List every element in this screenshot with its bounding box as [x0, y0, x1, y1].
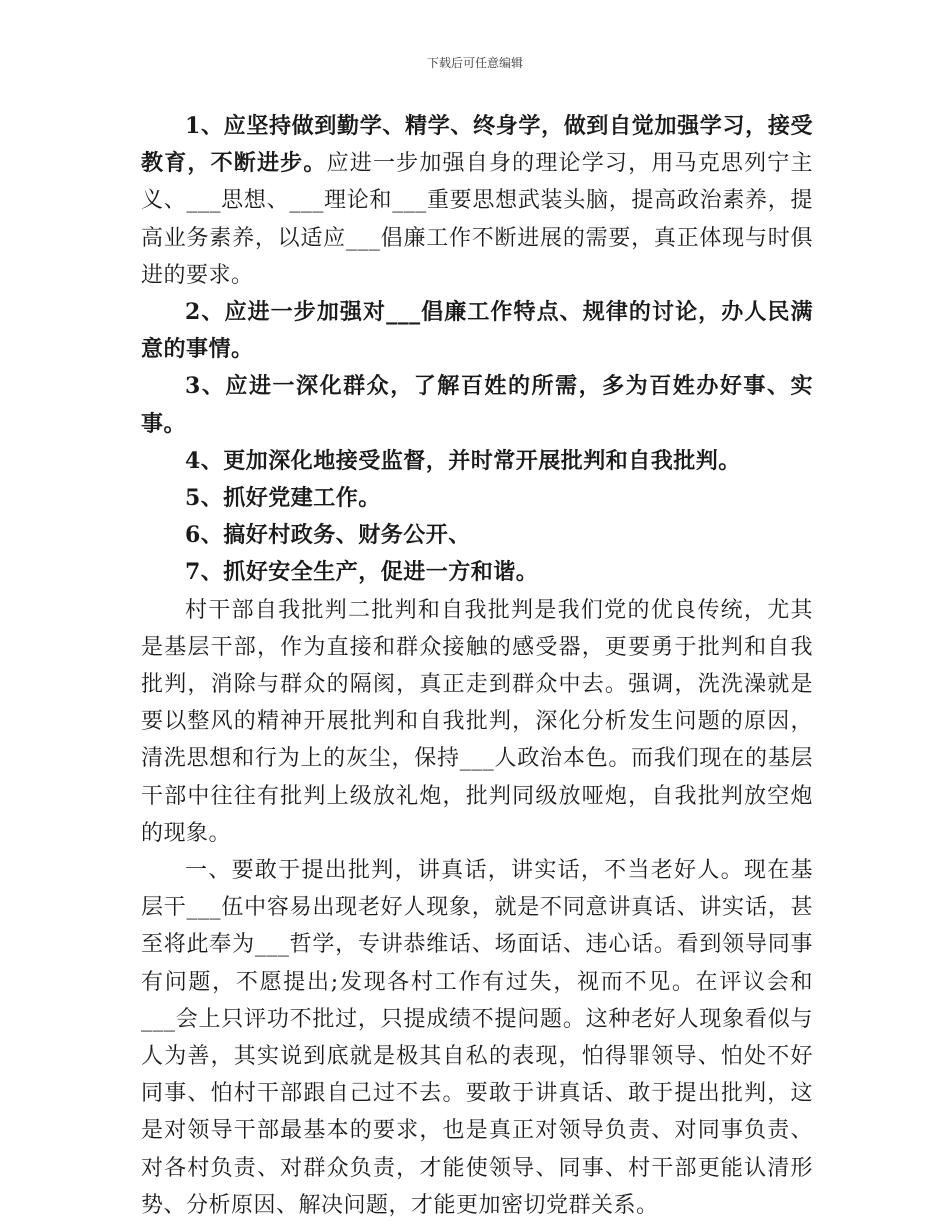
document-body — [141, 108, 813, 1224]
paragraph-8 — [141, 592, 813, 852]
paragraph-7 — [141, 554, 813, 591]
paragraph-6-bold: 6、搞好村政务、财务公开、 — [185, 522, 471, 549]
paragraph-4 — [141, 443, 813, 480]
paragraph-1 — [141, 108, 813, 294]
paragraph-2-bold: 2、应进一步加强对___倡廉工作特点、规律的讨论，办人民满意的事情。 — [141, 299, 813, 363]
paragraph-5 — [141, 480, 813, 517]
paragraph-4-bold: 4、更加深化地接受监督，并时常开展批判和自我批判。 — [185, 447, 741, 474]
paragraph-9-text: 一、要敢于提出批判，讲真话，讲实话，不当老好人。现在基层干___伍中容易出现老好人现象，就是不同意讲真话、讲实话，甚至将此奉为___哲学，专讲恭维话、场面话、违心话。看到领导同事有问题，不愿提出;发现各村工作有过失，视而不见。在评议会和___会上只评功不批过，只提成绩不提问题。这种老好人现象看似与人为善，其实说到底就是极其自私的表现，怕得罪领导、怕处不好同事、怕村干部跟自己过不去。要敢于讲真话、敢于提出批判，这是对领导干部最基本的要求，也是真正对领导负责、对同事负责、对各村负责、对群众负责，才能使领导、同事、村干部更能认清形势、分析原因、解决问题，才能更加密切党群关系。 — [141, 858, 813, 1218]
paragraph-3 — [141, 368, 813, 442]
paragraph-3-bold: 3、应进一深化群众，了解百姓的所需，多为百姓办好事、实事。 — [141, 373, 813, 437]
paragraph-8-text: 村干部自我批判二批判和自我批判是我们党的优良传统，尤其是基层干部，作为直接和群众接触的感受器，更要勇于批判和自我批判，消除与群众的隔阂，真正走到群众中去。强调，洗洗澡就是要以整风的精神开展批判和自我批判，深化分析发生问题的原因，清洗思想和行为上的灰尘，保持___人政治本色。而我们现在的基层干部中往往有批判上级放礼炮，批判同级放哑炮，自我批判放空炮的现象。 — [141, 597, 813, 846]
paragraph-6 — [141, 517, 813, 554]
paragraph-7-bold: 7、抓好安全生产，促进一方和谐。 — [185, 559, 539, 586]
paragraph-2 — [141, 294, 813, 368]
paragraph-5-bold: 5、抓好党建工作。 — [185, 485, 381, 512]
page-header: 下载后可任意编辑 — [426, 56, 523, 70]
paragraph-9 — [141, 852, 813, 1224]
paragraph-1-bold: 1、应坚持做到勤学、精学、终身学，做到自觉加强学习，接受教育，不断进步。 — [141, 113, 813, 177]
paragraph-1-text: 应进一步加强自身的理论学习，用马克思列宁主义、___思想、___理论和___重要思想武装头脑，提高政治素养，提高业务素养，以适应___倡廉工作不断进展的需要，真正体现与时俱进的要求。 — [141, 151, 813, 288]
